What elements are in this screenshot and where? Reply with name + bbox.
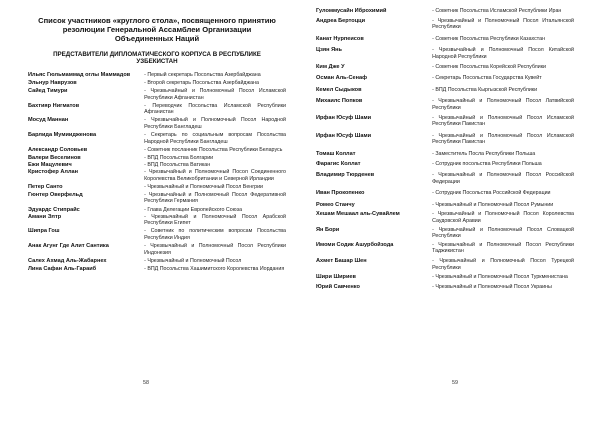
participant-row (316, 8, 574, 18)
participant-row (316, 98, 574, 114)
participant-name: Эльнур Наврузов (28, 79, 77, 86)
participant-position: - Советник Посольства Республики Казахстан (432, 35, 545, 42)
participant-name: Ирфан Юсуф Шами (316, 132, 372, 139)
participant-position: - Первый секретарь Посольства Азербайджана (144, 71, 261, 78)
participant-position: - Секретарь по социальным вопросам Посольства Народной Республики Бангладеш (144, 132, 286, 145)
document-title: Список участников «круглого стола», посвященного принятию резолюции Генеральной Ассамблеи Организации Объединенных Наций (38, 16, 276, 43)
participant-position: - Чрезвычайный и Полномочный Посол Исламской Республики Пакистан (432, 132, 574, 146)
participant-name: Ежи Мацулевич (28, 161, 72, 168)
participant-name: Осман Аль-Сенаф (316, 75, 367, 82)
participant-name: Ян Бори (316, 226, 340, 233)
participant-row (316, 227, 574, 242)
page-number-left: 58 (143, 380, 149, 386)
participant-position: - Чрезвычайный и Полномочный Посол Народной Республики Бангладеш (144, 117, 286, 130)
participant-position: - Чрезвычайный и Полномочный Посол Республики Таджикистан (432, 241, 574, 255)
participant-row (28, 132, 286, 147)
participant-row (28, 103, 286, 118)
participant-row (28, 117, 286, 132)
participant-position: - ВПД Посольства Кыргызской Республики (432, 86, 538, 93)
participant-name: Салех Ахмад Аль-Жабарнех (28, 257, 107, 264)
participant-name: Александр Соловьев (28, 146, 88, 153)
participant-position: - ВПД Посольства Болгарии (144, 154, 214, 161)
participants-table-right (316, 8, 574, 293)
participant-name: Ильяс Гюльмаммад оглы Маммадов (28, 71, 131, 78)
participant-position: - Переводчик Посольства Исламской Республики Афганистан (144, 102, 286, 116)
participant-name: Гуломмусайн Иброхимий (316, 8, 387, 14)
participant-position: - Чрезвычайный и Полномочный Посол Арабской Республики Египет (144, 213, 286, 227)
participant-position: - ВПД Посольства Ватикан (144, 161, 211, 168)
participant-position: - Сотрудник посольства Республики Польша (432, 160, 542, 167)
participant-name: Цзян Янь (316, 47, 342, 54)
participant-name: Иван Прокопенко (316, 190, 365, 197)
participant-row (316, 133, 574, 151)
participant-row (28, 147, 286, 155)
participant-row (28, 80, 286, 88)
participant-position: - Чрезвычайный и Полномочный Посол Российской Федерации (432, 172, 574, 185)
participant-name: Амани Элтр (28, 213, 62, 220)
participant-name: Шири Шириев (316, 274, 356, 281)
participant-name: Имоми Содик Ашурбойзода (316, 241, 394, 248)
right-page (300, 0, 600, 424)
participant-row (28, 192, 286, 207)
participant-name: Сайед Тимури (28, 88, 68, 94)
participant-row (316, 115, 574, 133)
participant-name: Канат Нурпеисов (316, 35, 364, 42)
participant-position: - Чрезвычайный и Полномочный Посол Исламской Республики Афганистан (144, 88, 286, 101)
participant-position: - Чрезвычайный и Полномочный Посол Украины (432, 283, 552, 290)
participant-position: - Чрезвычайный и Полномочный Посол Федеративной Республики Германия (144, 191, 286, 205)
participant-position: - Советник Посольства Исламской Республики Иран (432, 8, 562, 14)
participant-row (28, 228, 286, 243)
participant-name: Ирфан Юсуф Шами (316, 114, 372, 121)
section-subtitle: ПРЕДСТАВИТЕЛИ ДИПЛОМАТИЧЕСКОГО КОРПУСА В РЕСПУБЛИКЕ УЗБЕКИСТАН (53, 51, 261, 66)
participant-row (28, 184, 286, 192)
participant-row (28, 214, 286, 229)
participant-name: Бахтияр Нигматов (28, 102, 80, 109)
participant-row (316, 274, 574, 284)
participant-row (28, 169, 286, 184)
participant-row (316, 75, 574, 87)
participant-row (316, 18, 574, 36)
participant-row (316, 211, 574, 226)
participant-name: Ахмет Башар Шен (316, 258, 367, 265)
participant-position: - Чрезвычайный и Полномочный Посол Туркменистана (432, 274, 568, 281)
participant-name: Хешам Мешаал аль-Сувайлем (316, 211, 400, 218)
participant-name: Ромео Станчу (316, 201, 355, 208)
participant-row (316, 64, 574, 76)
participant-name: Фарагис Коллат (316, 160, 361, 167)
participant-name: Эдуардс Стипрайс (28, 206, 80, 213)
participant-row (28, 155, 286, 162)
participant-position: - Чрезвычайный и Полномочный Посол Китайской Народной Республики (432, 47, 574, 60)
participant-position: - Сотрудник Посольства Российской Федерации (432, 190, 551, 197)
participant-name: Ким Дже У (316, 63, 345, 70)
participant-row (316, 87, 574, 99)
participant-name: Шипра Гош (28, 228, 60, 235)
participant-name: Кристофер Аллан (28, 169, 79, 176)
participant-row (316, 172, 574, 190)
participant-row (316, 47, 574, 63)
participant-name: Мосуд Маннан (28, 117, 69, 124)
participant-position: - Чрезвычайный и Полномочный Посол Румынии (432, 201, 554, 208)
participant-row (316, 36, 574, 48)
participant-position: - Советник посланник Посольства Республики Беларусь (144, 146, 283, 153)
participant-position: - Советник по политическим вопросам Посольства Республики Индия (144, 228, 286, 241)
page-number-right: 59 (452, 380, 458, 386)
participant-row (316, 284, 574, 294)
participant-name: Кемел Сыдыков (316, 86, 362, 93)
participant-position: - Чрезвычайный и Полномочный Посол (144, 257, 242, 264)
participant-position: - ВПД Посольства Хашимитского Королевства Иордания (144, 265, 285, 272)
participant-position: - Чрезвычайный и Полномочный Посол Соединенного Королевства Великобритании и Северной Ирландии (144, 169, 286, 182)
participants-table-left (28, 72, 286, 274)
participant-position: - Советник Посольства Корейской Республики (432, 63, 546, 70)
participant-position: - Чрезвычайный и Полномочный Посол Королевства Саудовской Аравии (432, 211, 574, 225)
participant-row (316, 242, 574, 258)
participant-name: Валери Веселинов (28, 154, 81, 161)
participant-name: Гюнтер Оверфельд (28, 191, 83, 198)
participant-position: - Чрезвычайный и Полномочный Посол Словацкой Республики (432, 226, 574, 240)
participant-row (28, 207, 286, 214)
participant-row (28, 266, 286, 274)
participant-row (28, 258, 286, 266)
participant-name: Владимир Тюрденев (316, 172, 375, 179)
participant-name: Андреа Бертоцци (316, 17, 366, 24)
participant-position: - Секретарь Посольства Государства Кувейт (432, 75, 542, 82)
participant-position: - Заместитель Посла Республики Польша (432, 150, 536, 157)
participant-name: Лина Сафан Аль-Гараиб (28, 265, 97, 272)
participant-name: Барлида Мумиидженова (28, 132, 97, 139)
participant-row (316, 258, 574, 274)
participant-position: - Второй секретарь Посольства Азербайджана (144, 79, 259, 86)
participant-name: Петер Санто (28, 183, 63, 190)
participant-position: - Глава Делегации Европейского Союза (144, 206, 243, 213)
participant-row (28, 72, 286, 80)
participant-position: - Чрезвычайный и Полномочный Посол Венгрии (144, 183, 263, 190)
participant-name: Томаш Коллат (316, 150, 356, 157)
participant-position: - Чрезвычайный и Полномочный Посол Латвийской Республики (432, 98, 574, 111)
participant-position: - Чрезвычайный и Полномочный Посол Турецкой Республики (432, 258, 574, 271)
participant-row (28, 162, 286, 169)
participant-name: Юрий Савченко (316, 283, 360, 290)
participant-row (316, 190, 574, 202)
participant-name: Анак Агунг Где Алит Сантика (28, 242, 109, 249)
participant-position: - Чрезвычайный и Полномочный Посол Итальянской Республики (432, 17, 574, 31)
participant-row (28, 243, 286, 258)
participant-row (28, 88, 286, 103)
participant-position: - Чрезвычайный и Полномочный Посол Республики Индонезия (144, 242, 286, 256)
participant-position: - Чрезвычайный и Полномочный Посол Исламской Республики Пакистан (432, 114, 574, 128)
participant-row (316, 151, 574, 161)
participant-row (316, 161, 574, 173)
participant-name: Михаилс Попков (316, 98, 363, 105)
